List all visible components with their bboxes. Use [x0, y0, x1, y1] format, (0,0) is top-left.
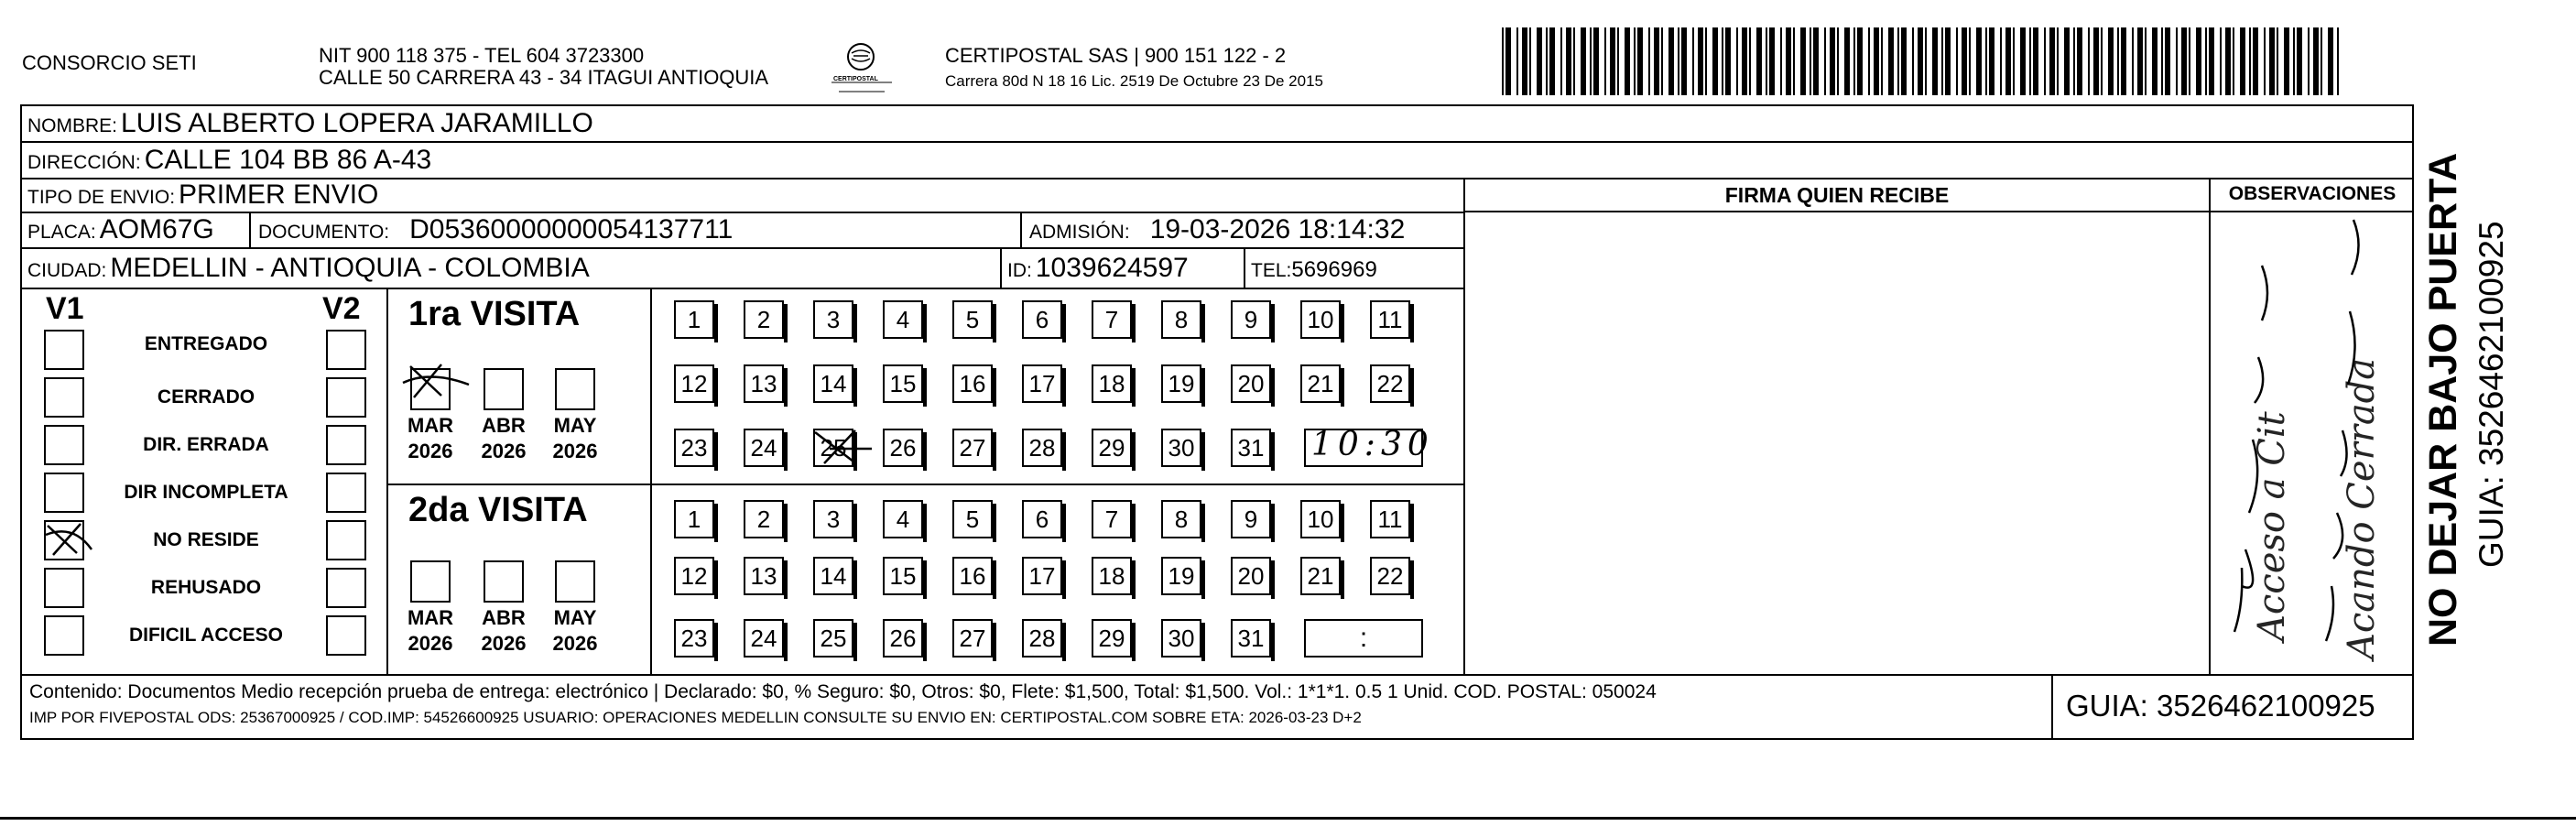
visit2-day-30[interactable]: 30	[1161, 619, 1201, 658]
barcode-bar	[2077, 27, 2082, 95]
barcode-bar	[1722, 27, 1723, 95]
visit2-day-29[interactable]: 29	[1092, 619, 1132, 658]
visit1-day-19[interactable]: 19	[1161, 364, 1201, 403]
side-guia: GUIA: 3526462100925	[2473, 221, 2510, 568]
barcode-bar	[2328, 27, 2333, 95]
v1-checkbox[interactable]	[44, 568, 84, 608]
visit1-day-1[interactable]: 1	[674, 300, 714, 339]
visit1-day-29[interactable]: 29	[1092, 429, 1132, 467]
visit2-day-12[interactable]: 12	[674, 557, 714, 595]
barcode-bar	[1698, 27, 1703, 95]
barcode-bar	[1888, 27, 1894, 95]
barcode-bar	[1668, 27, 1674, 95]
visit2-day-21[interactable]: 21	[1300, 557, 1341, 595]
barcode-bar	[1837, 27, 1839, 95]
barcode-bar	[1681, 27, 1687, 95]
barcode-bar	[1969, 27, 1971, 95]
barcode-bar	[1824, 27, 1826, 95]
barcode-bar	[2293, 27, 2295, 95]
barcode-bar	[1566, 27, 1571, 95]
v2-checkbox[interactable]	[326, 520, 366, 560]
visit2-day-18[interactable]: 18	[1092, 557, 1132, 595]
barcode-bar	[2132, 27, 2134, 95]
city-field	[27, 253, 590, 287]
barcode-bar	[2209, 27, 2214, 95]
barcode-bar	[1810, 27, 1811, 95]
document-value: D05360000000054137711	[409, 214, 734, 245]
v1-checkbox[interactable]	[44, 615, 84, 656]
visit1-day-11[interactable]: 11	[1370, 300, 1410, 339]
barcode-bar	[1648, 27, 1650, 95]
footer-imp: IMP POR FIVEPOSTAL ODS: 25367000925 / COD.IMP: 54526600925 USUARIO: OPERACIONES MEDELLIN CONSULTE SU ENVIO EN: CERTIPOSTAL.COM SOBRE ETA: 2026-03-23 D+2	[29, 709, 1362, 726]
city-label: CIUDAD:	[27, 260, 107, 281]
type-label: TIPO DE ENVIO:	[27, 187, 176, 208]
barcode-bar	[1654, 27, 1659, 95]
shipment-type: PRIMER ENVIO	[179, 179, 379, 210]
visit1-month-checkbox[interactable]	[555, 368, 595, 410]
barcode-bar	[1516, 27, 1518, 95]
barcode-bar	[2093, 27, 2099, 95]
visit1-month-label: MAR	[407, 414, 454, 437]
visit1-day-2[interactable]: 2	[744, 300, 784, 339]
v1-checkbox[interactable]	[44, 377, 84, 418]
barcode-bar	[2264, 27, 2266, 95]
barcode-bar	[2161, 27, 2163, 95]
visit2-month-checkbox[interactable]	[410, 560, 451, 603]
visit2-day-22[interactable]: 22	[1370, 557, 1410, 595]
barcode-bar	[1813, 27, 1819, 95]
barcode-bar	[2313, 27, 2319, 95]
id-label: ID:	[1007, 260, 1032, 281]
visit2-day-25[interactable]: 25	[813, 619, 853, 658]
certipostal-logo-icon	[826, 40, 899, 95]
visit1-day-30[interactable]: 30	[1161, 429, 1201, 467]
barcode-bar	[1573, 27, 1575, 95]
visit1-month-checkbox[interactable]	[484, 368, 524, 410]
barcode-bar	[2220, 27, 2222, 95]
company-nit: NIT 900 118 375 - TEL 604 3723300	[319, 44, 645, 67]
barcode-bar	[1742, 27, 1747, 95]
visit1-day-4[interactable]: 4	[883, 300, 923, 339]
visit1-day-22[interactable]: 22	[1370, 364, 1410, 403]
barcode-bar	[1766, 27, 1767, 95]
barcode-bar	[2249, 27, 2251, 95]
barcode-bar	[2277, 27, 2278, 95]
v2-checkbox[interactable]	[326, 330, 366, 370]
barcode-bar	[2176, 27, 2178, 95]
visit2-day-5[interactable]: 5	[952, 500, 993, 538]
visit2-title: 2da VISITA	[408, 491, 588, 529]
visit1-day-12[interactable]: 12	[674, 364, 714, 403]
barcode-bar	[1529, 27, 1531, 95]
visit1-day-14[interactable]: 14	[813, 364, 853, 403]
barcode-bar	[1945, 27, 1951, 95]
visit1-day-25[interactable]: 25	[813, 429, 853, 467]
barcode-bar	[1661, 27, 1663, 95]
footer-guia: GUIA: 3526462100925	[2066, 689, 2375, 723]
barcode-bar	[1868, 27, 1870, 95]
barcode-bar	[1537, 27, 1542, 95]
barcode-bar	[2253, 27, 2258, 95]
recipient-address-field	[27, 145, 431, 179]
visit2-day-2[interactable]: 2	[744, 500, 784, 538]
footer-content: Contenido: Documentos Medio recepción prueba de entrega: electrónico | Declarado: $0, % Seguro: $0, Otros: $0, Flete: $1,500, Total: $1,500. Vol.: 1*1*1. 0.5 1 Unid. COD. POSTAL: 050024	[29, 681, 1657, 702]
visit2-day-31[interactable]: 31	[1231, 619, 1271, 658]
document-label: DOCUMENTO:	[258, 222, 390, 243]
barcode-bar	[2269, 27, 2275, 95]
visit2-month-checkbox[interactable]	[484, 560, 524, 603]
barcode-bar	[2101, 27, 2103, 95]
visit1-title: 1ra VISITA	[408, 295, 581, 333]
visit2-day-14[interactable]: 14	[813, 557, 853, 595]
visit2-day-13[interactable]: 13	[744, 557, 784, 595]
company-address: CALLE 50 CARRERA 43 - 34 ITAGUI ANTIOQUIA	[319, 66, 769, 89]
visit1-year-label: 2026	[481, 440, 527, 462]
visit1-day-9[interactable]: 9	[1231, 300, 1271, 339]
visit1-year-label: 2026	[552, 440, 598, 462]
barcode-bar	[1786, 27, 1791, 95]
barcode-bar	[1637, 27, 1643, 95]
barcode-bar	[1985, 27, 1987, 95]
v1-checkbox[interactable]	[44, 473, 84, 513]
barcode-bar	[2337, 27, 2339, 95]
barcode-bar	[2013, 27, 2015, 95]
barcode-bar	[1853, 27, 1855, 95]
barcode-bar	[2020, 27, 2026, 95]
barcode-bar	[2121, 27, 2126, 95]
barcode-bar	[1546, 27, 1548, 95]
visit1-day-26[interactable]: 26	[883, 429, 923, 467]
no-dejar-bajo-puerta: NO DEJAR BAJO PUERTA	[2421, 152, 2465, 647]
barcode-bar	[1956, 27, 1958, 95]
visit2-day-27[interactable]: 27	[952, 619, 993, 658]
tel-field	[1251, 253, 1377, 287]
recipient-address: CALLE 104 BB 86 A-43	[144, 145, 432, 175]
visit2-day-24[interactable]: 24	[744, 619, 784, 658]
barcode-bar	[2205, 27, 2207, 95]
barcode-bar	[2117, 27, 2119, 95]
barcode-bar	[1830, 27, 1835, 95]
barcode-bar	[2233, 27, 2234, 95]
barcode-bar	[1844, 27, 1850, 95]
barcode-bar	[1901, 27, 1907, 95]
barcode-bar	[1976, 27, 1982, 95]
barcode-bar	[2057, 27, 2059, 95]
barcode-bar	[2297, 27, 2302, 95]
barcode-bar	[2088, 27, 2090, 95]
barcode-bar	[1932, 27, 1938, 95]
barcode-bar	[1800, 27, 1806, 95]
admission-field	[1029, 214, 1405, 248]
status-label: DIR INCOMPLETA	[124, 482, 288, 503]
plate-label: PLACA:	[27, 222, 96, 243]
city-value: MEDELLIN - ANTIOQUIA - COLOMBIA	[110, 253, 590, 283]
barcode-bar	[1780, 27, 1782, 95]
barcode-bar	[1522, 27, 1527, 95]
visit1-day-13[interactable]: 13	[744, 364, 784, 403]
handwritten-time: 10:30	[1311, 426, 1434, 463]
status-label: DIFICIL ACCESO	[128, 625, 283, 646]
barcode-bar	[2000, 27, 2002, 95]
visit1-month-checkbox[interactable]	[410, 368, 451, 410]
visit1-day-24[interactable]: 24	[744, 429, 784, 467]
address-label: DIRECCIÓN:	[27, 152, 141, 173]
barcode-bar	[1793, 27, 1795, 95]
visit1-day-31[interactable]: 31	[1231, 429, 1271, 467]
barcode-bar	[2005, 27, 2011, 95]
barcode-bar	[2240, 27, 2245, 95]
admission-value: 19-03-2026 18:14:32	[1149, 214, 1406, 245]
barcode-bar	[1590, 27, 1592, 95]
barcode-bar	[2064, 27, 2070, 95]
v1-checkbox[interactable]	[44, 425, 84, 465]
barcode-bar	[2044, 27, 2046, 95]
tel-label: TEL:	[1251, 260, 1292, 281]
v2-checkbox[interactable]	[326, 568, 366, 608]
barcode-bar	[1749, 27, 1751, 95]
recipient-name-field	[27, 108, 593, 142]
visit1-day-15[interactable]: 15	[883, 364, 923, 403]
barcode-bar	[1625, 27, 1630, 95]
visit2-time-box[interactable]: :	[1304, 619, 1423, 658]
barcode-bar	[1925, 27, 1927, 95]
barcode-bar	[1692, 27, 1694, 95]
barcode-icon	[1502, 27, 2344, 95]
v1-checkbox[interactable]	[44, 330, 84, 370]
visit2-day-1[interactable]: 1	[674, 500, 714, 538]
observation-note-2: Acando Cerrada	[2341, 357, 2383, 659]
barcode-bar	[1593, 27, 1599, 95]
visit1-day-10[interactable]: 10	[1300, 300, 1341, 339]
barcode-bar	[2196, 27, 2201, 95]
visit1-day-27[interactable]: 27	[952, 429, 993, 467]
barcode-bar	[1874, 27, 1879, 95]
visit2-day-8[interactable]: 8	[1161, 500, 1201, 538]
visit2-day-9[interactable]: 9	[1231, 500, 1271, 538]
visit1-day-23[interactable]: 23	[674, 429, 714, 467]
barcode-bar	[1549, 27, 1555, 95]
barcode-bar	[1725, 27, 1731, 95]
barcode-bar	[2321, 27, 2322, 95]
barcode-bar	[2029, 27, 2031, 95]
barcode-bar	[2284, 27, 2289, 95]
barcode-bar	[1989, 27, 1994, 95]
visit2-month-label: MAY	[553, 606, 597, 629]
id-field	[1007, 253, 1189, 287]
barcode-bar	[1897, 27, 1899, 95]
barcode-bar	[2152, 27, 2158, 95]
visit2-year-label: 2026	[552, 632, 598, 655]
visit1-month-label: MAY	[553, 414, 597, 437]
visit2-day-4[interactable]: 4	[883, 500, 923, 538]
barcode-bar	[1610, 27, 1615, 95]
barcode-bar	[2033, 27, 2038, 95]
observation-note-1: Acceso a Cit	[2251, 411, 2293, 641]
visit2-year-label: 2026	[481, 632, 527, 655]
id-value: 1039624597	[1035, 253, 1189, 283]
barcode-bar	[1962, 27, 1967, 95]
barcode-bar	[1857, 27, 1863, 95]
plate-value: AOM67G	[99, 214, 214, 245]
visit2-day-16[interactable]: 16	[952, 557, 993, 595]
carrier-name: CERTIPOSTAL SAS | 900 151 122 - 2	[945, 44, 1287, 67]
visit1-day-8[interactable]: 8	[1161, 300, 1201, 339]
recipient-name: LUIS ALBERTO LOPERA JARAMILLO	[121, 108, 593, 138]
barcode-bar	[1756, 27, 1762, 95]
barcode-bar	[1502, 27, 1504, 95]
barcode-bar	[2145, 27, 2147, 95]
barcode-bar	[2225, 27, 2231, 95]
barcode-bar	[1581, 27, 1586, 95]
visit2-day-23[interactable]: 23	[674, 619, 714, 658]
visit1-year-label: 2026	[408, 440, 453, 462]
visit2-day-17[interactable]: 17	[1022, 557, 1062, 595]
barcode-bar	[1678, 27, 1679, 95]
barcode-bar	[1505, 27, 1511, 95]
visit2-month-label: ABR	[482, 606, 526, 629]
visit1-day-18[interactable]: 18	[1092, 364, 1132, 403]
barcode-bar	[1634, 27, 1636, 95]
barcode-bar	[1769, 27, 1775, 95]
document-field	[258, 214, 733, 248]
visit1-day-3[interactable]: 3	[813, 300, 853, 339]
visit1-day-21[interactable]: 21	[1300, 364, 1341, 403]
barcode-bar	[1912, 27, 1914, 95]
barcode-bar	[2137, 27, 2143, 95]
barcode-bar	[1604, 27, 1606, 95]
status-label: NO RESIDE	[153, 529, 259, 550]
company-name: CONSORCIO SETI	[22, 51, 197, 74]
barcode-bar	[2189, 27, 2190, 95]
visit2-day-11[interactable]: 11	[1370, 500, 1410, 538]
observations-header: OBSERVACIONES	[2228, 183, 2397, 204]
barcode-bar	[1941, 27, 1943, 95]
barcode-bar	[1881, 27, 1883, 95]
v1-checkbox[interactable]	[44, 520, 84, 560]
barcode-bar	[1617, 27, 1619, 95]
visit2-day-19[interactable]: 19	[1161, 557, 1201, 595]
v2-checkbox[interactable]	[326, 615, 366, 656]
plate-field	[27, 214, 214, 248]
barcode-bar	[1560, 27, 1562, 95]
visit1-day-7[interactable]: 7	[1092, 300, 1132, 339]
status-label: ENTREGADO	[144, 333, 268, 354]
visit2-month-checkbox[interactable]	[555, 560, 595, 603]
visit2-day-28[interactable]: 28	[1022, 619, 1062, 658]
logo-text: CERTIPOSTAL	[833, 76, 878, 82]
v2-checkbox[interactable]	[326, 377, 366, 418]
signature-header: FIRMA QUIEN RECIBE	[1724, 183, 1950, 207]
visit1-day-6[interactable]: 6	[1022, 300, 1062, 339]
v2-header: V2	[322, 291, 361, 326]
name-label: NOMBRE:	[27, 115, 118, 136]
barcode-bar	[2165, 27, 2170, 95]
barcode-bar	[2308, 27, 2310, 95]
bottom-rule	[0, 817, 2576, 820]
barcode-bar	[2073, 27, 2075, 95]
visit1-day-5[interactable]: 5	[952, 300, 993, 339]
visit2-year-label: 2026	[408, 632, 453, 655]
tel-value: 5696969	[1291, 257, 1377, 282]
status-label: REHUSADO	[150, 577, 262, 598]
barcode-bar	[1712, 27, 1718, 95]
admission-label: ADMISIÓN:	[1029, 222, 1130, 243]
visit1-day-20[interactable]: 20	[1231, 364, 1271, 403]
carrier-license: Carrera 80d N 18 16 Lic. 2519 De Octubre 23 De 2015	[945, 72, 1323, 90]
visit2-day-20[interactable]: 20	[1231, 557, 1271, 595]
status-label: DIR. ERRADA	[143, 434, 269, 455]
visit1-day-17[interactable]: 17	[1022, 364, 1062, 403]
barcode-bar	[2049, 27, 2055, 95]
visit2-day-7[interactable]: 7	[1092, 500, 1132, 538]
visit2-day-3[interactable]: 3	[813, 500, 853, 538]
shipment-type-field	[27, 179, 378, 213]
barcode-bar	[2181, 27, 2187, 95]
visit1-day-28[interactable]: 28	[1022, 429, 1062, 467]
v2-checkbox[interactable]	[326, 473, 366, 513]
barcode-bar	[1736, 27, 1738, 95]
visit2-day-26[interactable]: 26	[883, 619, 923, 658]
visit2-day-15[interactable]: 15	[883, 557, 923, 595]
barcode-bar	[1918, 27, 1923, 95]
status-label: CERRADO	[157, 386, 255, 408]
visit1-month-label: ABR	[482, 414, 526, 437]
v1-header: V1	[46, 291, 84, 326]
barcode-bar	[1705, 27, 1707, 95]
visit2-day-6[interactable]: 6	[1022, 500, 1062, 538]
visit2-month-label: MAR	[407, 606, 454, 629]
visit2-day-10[interactable]: 10	[1300, 500, 1341, 538]
visit1-day-16[interactable]: 16	[952, 364, 993, 403]
barcode-bar	[2108, 27, 2114, 95]
v2-checkbox[interactable]	[326, 425, 366, 465]
